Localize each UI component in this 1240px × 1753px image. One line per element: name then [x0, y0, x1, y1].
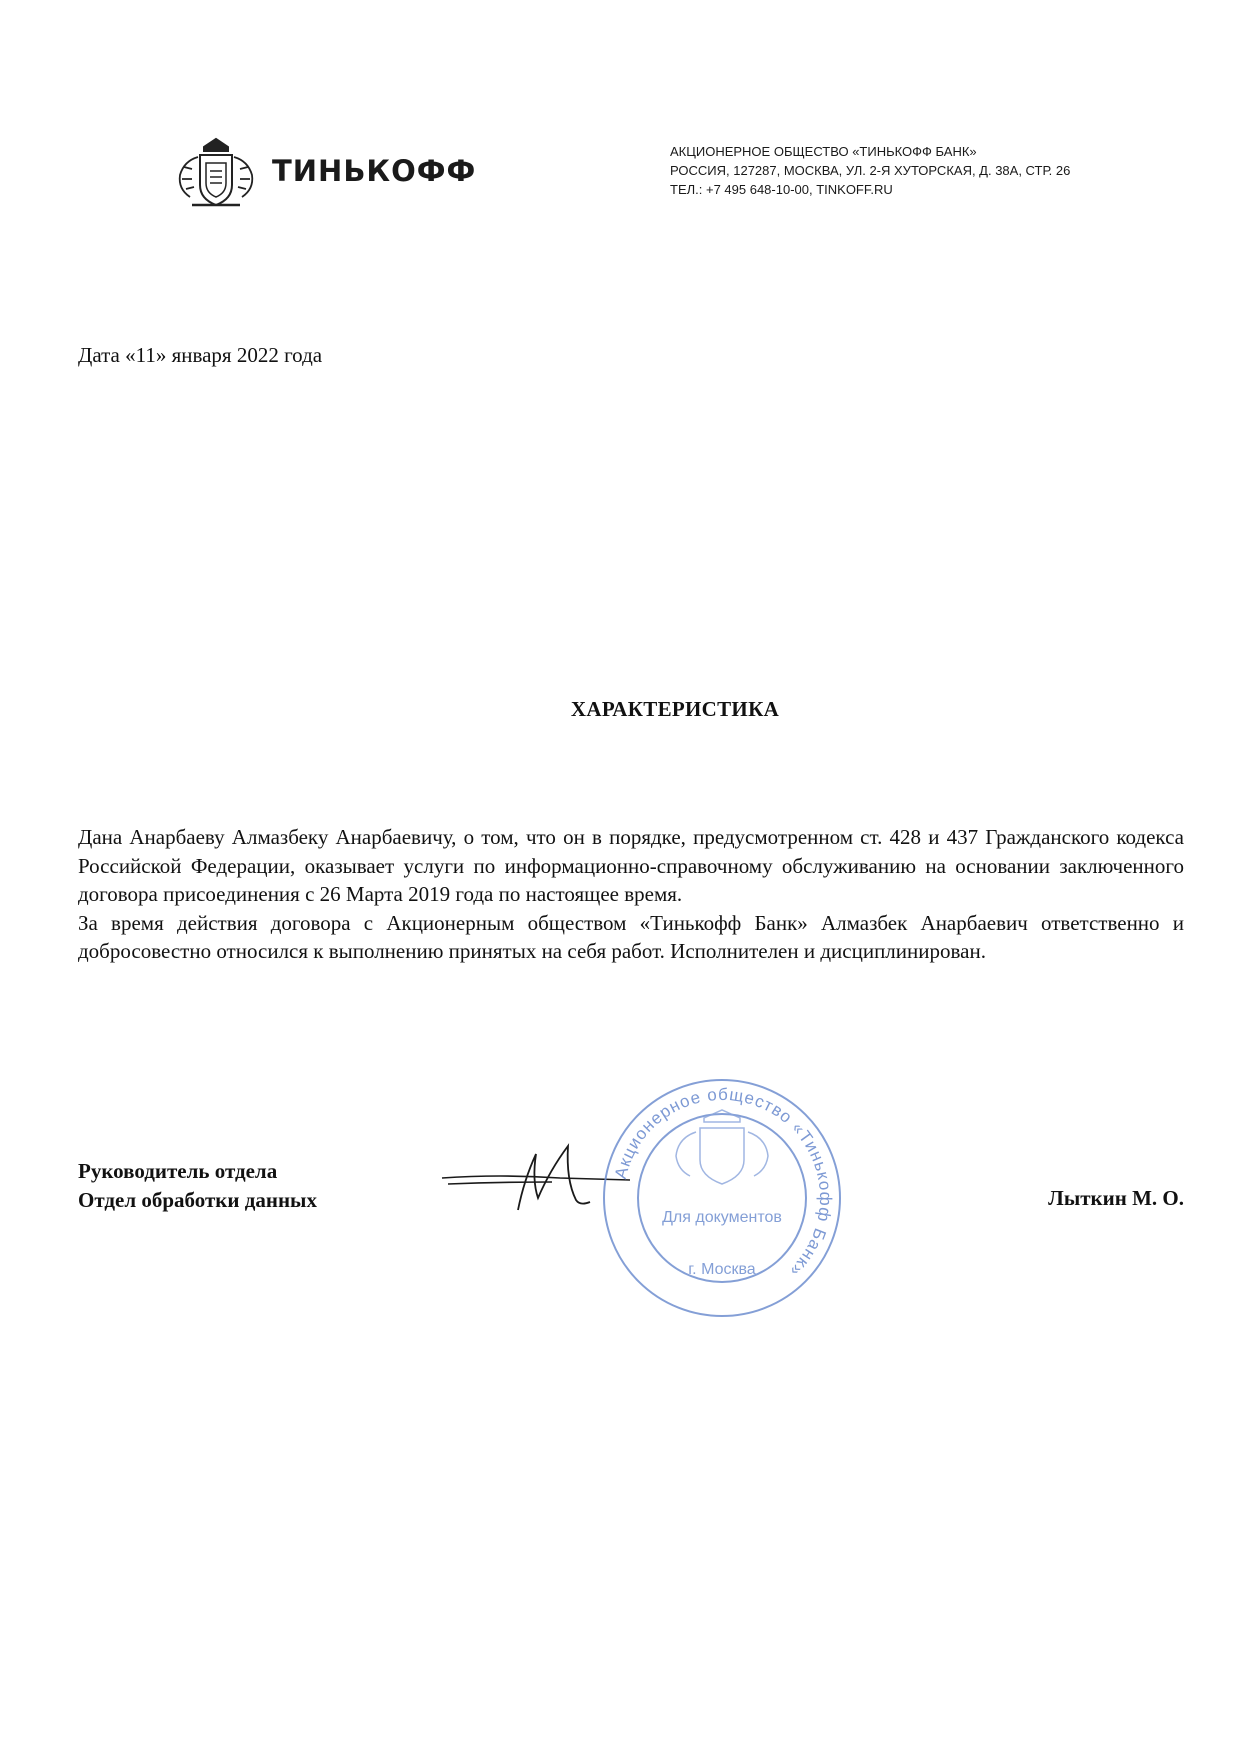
- brand-name: ТИНЬКОФФ: [272, 154, 477, 188]
- document-title: ХАРАКТЕРИСТИКА: [570, 697, 780, 721]
- document-body: [78, 823, 1184, 966]
- signatory-name: Лыткин М. О.: [1048, 1186, 1184, 1210]
- company-name: АКЦИОНЕРНОЕ ОБЩЕСТВО «ТИНЬКОФФ БАНК»: [670, 144, 977, 159]
- company-contacts: ТЕЛ.: +7 495 648-10-00, TINKOFF.RU: [670, 182, 893, 197]
- company-address: РОССИЯ, 127287, МОСКВА, УЛ. 2-Я ХУТОРСКАЯ, Д. 38А, СТР. 26: [670, 163, 1071, 178]
- signatory-position: [78, 1157, 317, 1214]
- stamp-city-text: г. Москва: [688, 1261, 756, 1278]
- document-date: Дата «11» января 2022 года: [78, 343, 323, 367]
- stamp-center-text: Для документов: [662, 1209, 782, 1226]
- body-paragraph-1: Дана Анарбаеву Алмазбеку Анарбаевичу, о том, что он в порядке, предусмотренном ст. 428 и 437 Гражданского кодекса Российской Федерации, оказывает услуги по информационно-справочному обслуживанию на основании заключенного договора присоединения с 26 Марта 2019 года по настоящее время.: [78, 825, 1184, 906]
- tinkoff-logo-icon: [170, 133, 262, 213]
- position-line-2: Отдел обработки данных: [78, 1187, 317, 1212]
- stamp-ring-text: Акционерное общество «Тинькофф Банк»: [610, 1084, 836, 1282]
- bank-seal-stamp: [596, 1072, 848, 1324]
- company-requisites: [670, 142, 1070, 199]
- body-paragraph-2: За время действия договора с Акционерным обществом «Тинькофф Банк» Алмазбек Анарбаевич ответственно и добросовестно относился к выполнению принятых на себя работ. Исполнителен и дисциплинирован.: [78, 910, 1184, 963]
- position-line-1: Руководитель отдела: [78, 1159, 278, 1183]
